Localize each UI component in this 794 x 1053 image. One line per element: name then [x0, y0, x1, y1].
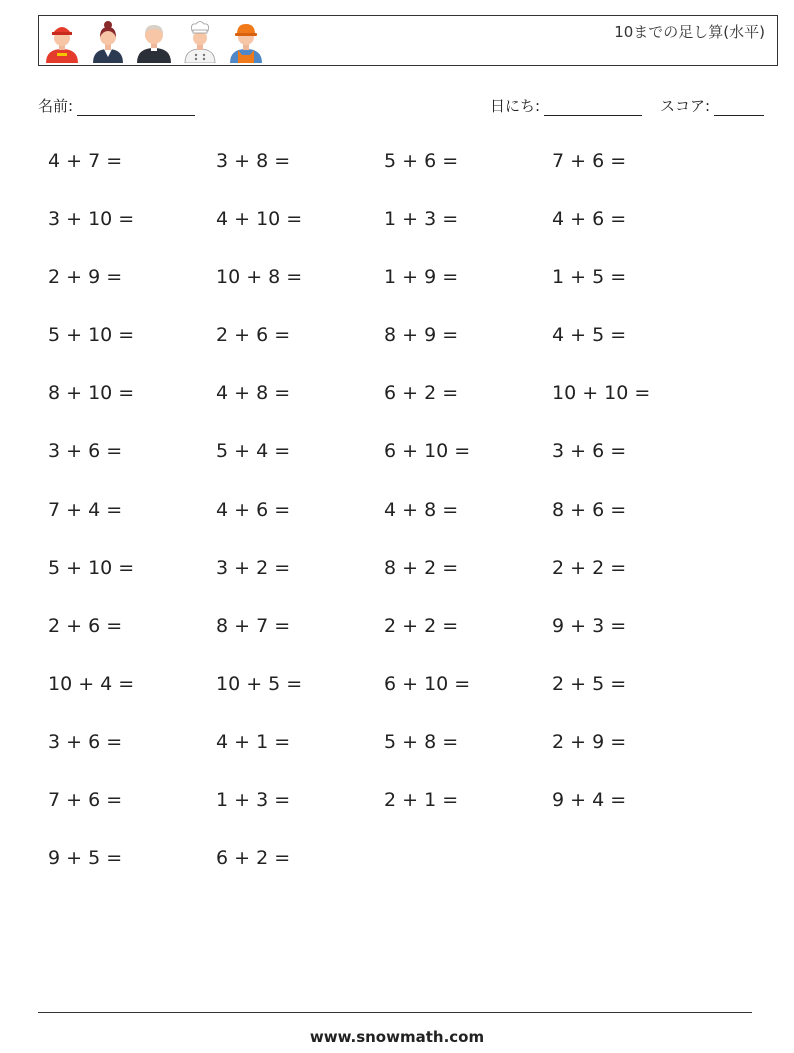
problem-item: 8 + 7 =: [216, 614, 291, 637]
problem-item: 3 + 6 =: [48, 440, 123, 463]
problem-item: 5 + 8 =: [384, 730, 459, 753]
problem-item: 2 + 6 =: [48, 614, 123, 637]
problem-item: 8 + 10 =: [48, 382, 135, 405]
name-field: [38, 95, 195, 116]
problem-item: 7 + 4 =: [48, 498, 123, 521]
score-label: スコア:: [660, 97, 711, 115]
problem-item: 5 + 4 =: [216, 440, 291, 463]
chef-icon: [181, 19, 219, 63]
problem-item: 10 + 4 =: [48, 672, 135, 695]
problem-item: 1 + 3 =: [216, 789, 291, 812]
score-field: [660, 95, 764, 116]
problem-item: 1 + 9 =: [384, 266, 459, 289]
firefighter-icon: [43, 19, 81, 63]
problem-item: 4 + 5 =: [552, 324, 627, 347]
problem-item: 4 + 10 =: [216, 208, 303, 231]
problem-item: 1 + 5 =: [552, 266, 627, 289]
problem-item: 4 + 6 =: [552, 208, 627, 231]
problem-item: 3 + 8 =: [216, 150, 291, 172]
problem-item: 3 + 6 =: [48, 730, 123, 753]
problem-item: 6 + 2 =: [216, 847, 291, 870]
problem-item: 7 + 6 =: [48, 789, 123, 812]
problem-item: 8 + 2 =: [384, 556, 459, 579]
problem-item: 1 + 3 =: [384, 208, 459, 231]
priest-icon: [135, 19, 173, 63]
score-blank[interactable]: [714, 101, 764, 116]
problem-item: 2 + 2 =: [384, 614, 459, 637]
problem-item: 3 + 10 =: [48, 208, 135, 231]
worksheet-title: 10までの足し算(水平): [614, 23, 765, 41]
problem-item: 2 + 1 =: [384, 789, 459, 812]
header-box: [38, 15, 778, 66]
problem-item: 8 + 9 =: [384, 324, 459, 347]
problem-item: 2 + 9 =: [48, 266, 123, 289]
problem-item: 2 + 2 =: [552, 556, 627, 579]
avatar-row: [43, 19, 265, 63]
problem-item: 5 + 6 =: [384, 150, 459, 172]
problem-item: 6 + 2 =: [384, 382, 459, 405]
problem-item: 5 + 10 =: [48, 556, 135, 579]
problem-item: 9 + 4 =: [552, 789, 627, 812]
problem-item: 4 + 6 =: [216, 498, 291, 521]
problem-item: 3 + 6 =: [552, 440, 627, 463]
date-field: [490, 95, 642, 116]
problem-item: 4 + 8 =: [384, 498, 459, 521]
problem-item: 6 + 10 =: [384, 440, 471, 463]
construction-worker-icon: [227, 19, 265, 63]
problem-item: 9 + 3 =: [552, 614, 627, 637]
problem-item: 2 + 9 =: [552, 730, 627, 753]
problem-item: 2 + 5 =: [552, 672, 627, 695]
problem-item: 7 + 6 =: [552, 150, 627, 172]
problem-item: 10 + 5 =: [216, 672, 303, 695]
name-label: 名前:: [38, 97, 74, 115]
woman-icon: [89, 19, 127, 63]
date-label: 日にち:: [490, 97, 541, 115]
footer-divider: [38, 1012, 752, 1013]
problem-item: 4 + 8 =: [216, 382, 291, 405]
problem-item: 6 + 10 =: [384, 672, 471, 695]
problem-item: 8 + 6 =: [552, 498, 627, 521]
name-blank[interactable]: [77, 101, 195, 116]
problem-item: 10 + 10 =: [552, 382, 651, 405]
problem-item: 4 + 7 =: [48, 150, 123, 172]
problem-item: 2 + 6 =: [216, 324, 291, 347]
problem-grid: [48, 146, 720, 901]
problem-item: 3 + 2 =: [216, 556, 291, 579]
problem-item: 9 + 5 =: [48, 847, 123, 870]
problem-item: 5 + 10 =: [48, 324, 135, 347]
problem-item: 4 + 1 =: [216, 730, 291, 753]
problem-item: 10 + 8 =: [216, 266, 303, 289]
footer-url: www.snowmath.com: [309, 1028, 485, 1046]
date-blank[interactable]: [544, 101, 642, 116]
